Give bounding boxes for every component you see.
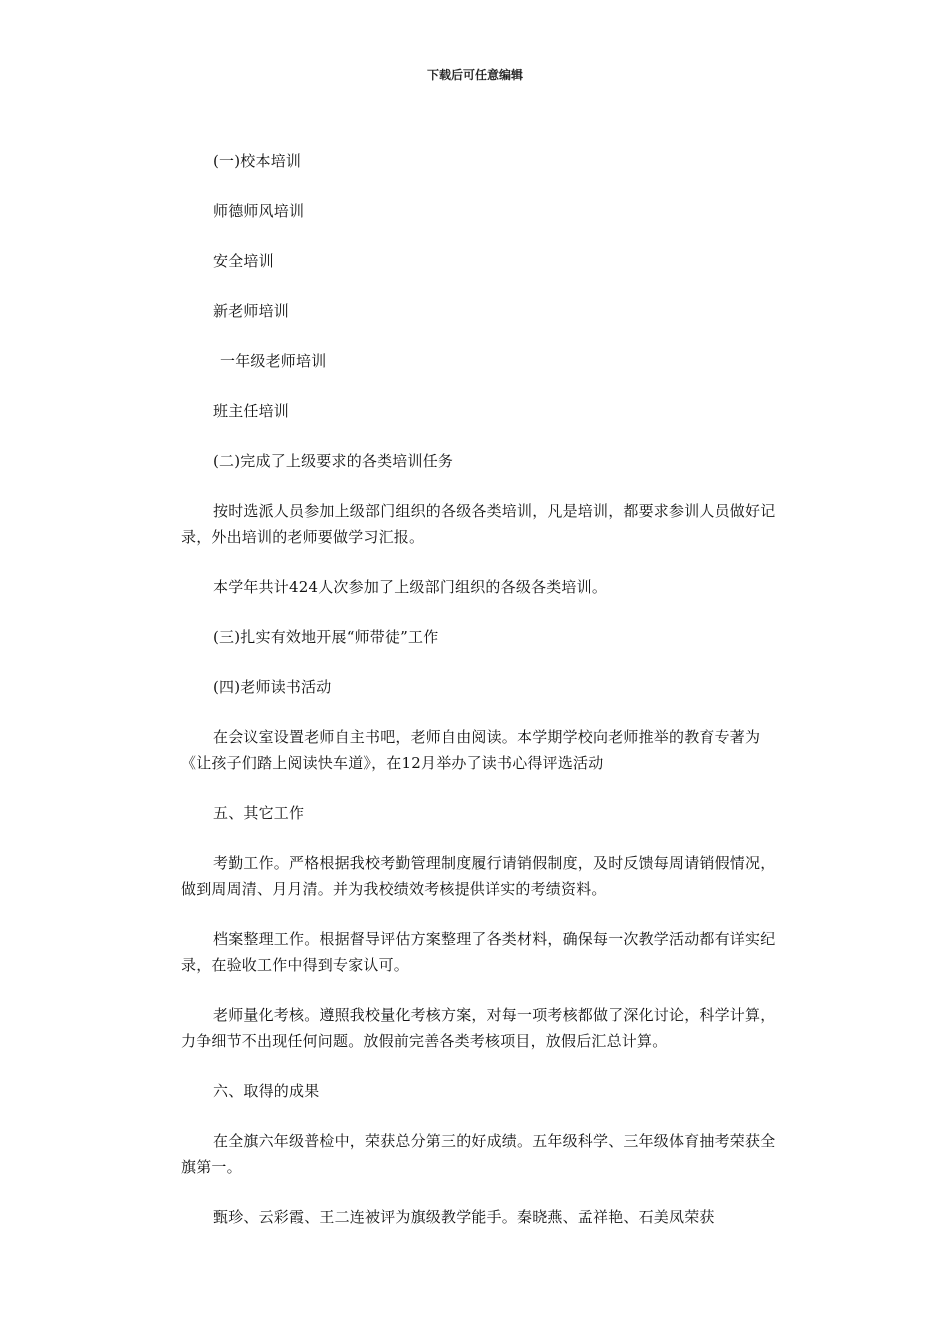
section-heading-mentorship: (三)扎实有效地开展“师带徒”工作 — [213, 628, 439, 646]
section-heading-achievements: 六、取得的成果 — [213, 1082, 320, 1100]
document-body — [181, 148, 779, 1230]
paragraph-reading-activity: 在会议室设置老师自主书吧，老师自由阅读。本学期学校向老师推举的教育专著为《让孩子们踏上阅读快车道》，在12月举办了读书心得评选活动 — [181, 728, 761, 772]
section-heading-reading: (四)老师读书活动 — [213, 678, 332, 696]
paragraph-exam-results: 在全旗六年级普检中，荣获总分第三的好成绩。五年级科学、三年级体育抽考荣获全旗第一。 — [181, 1132, 776, 1176]
paragraph-teaching-awards: 甄珍、云彩霞、王二连被评为旗级教学能手。秦晓燕、孟祥艳、石美凤荣获 — [213, 1208, 715, 1226]
paragraph-attendance: 考勤工作。严格根据我校考勤管理制度履行请销假制度，及时反馈每周请销假情况，做到周周清、月月清。并为我校绩效考核提供详实的考绩资料。 — [181, 854, 776, 898]
list-item-homeroom-training: 班主任培训 — [213, 402, 290, 420]
section-heading-school-training: (一)校本培训 — [213, 152, 302, 170]
paragraph-assessment: 老师量化考核。遵照我校量化考核方案，对每一项考核都做了深化讨论，科学计算，力争细节不出现任何问题。放假前完善各类考核项目，放假后汇总计算。 — [181, 1006, 776, 1050]
list-item-new-teacher-training: 新老师培训 — [213, 302, 290, 320]
section-heading-other-work: 五、其它工作 — [213, 804, 305, 822]
page-header: 下载后可任意编辑 — [426, 68, 523, 82]
section-heading-assigned-training: (二)完成了上级要求的各类培训任务 — [213, 452, 454, 470]
list-item-grade-one-training: 一年级老师培训 — [220, 352, 327, 370]
list-item-safety-training: 安全培训 — [213, 252, 274, 270]
paragraph-training-dispatch: 按时选派人员参加上级部门组织的各级各类培训，凡是培训，都要求参训人员做好记录，外出培训的老师要做学习汇报。 — [181, 502, 776, 546]
paragraph-archives: 档案整理工作。根据督导评估方案整理了各类材料，确保每一次教学活动都有详实纪录，在验收工作中得到专家认可。 — [181, 930, 776, 974]
paragraph-training-count: 本学年共计424人次参加了上级部门组织的各级各类培训。 — [213, 578, 608, 596]
list-item-ethics-training: 师德师风培训 — [213, 202, 305, 220]
